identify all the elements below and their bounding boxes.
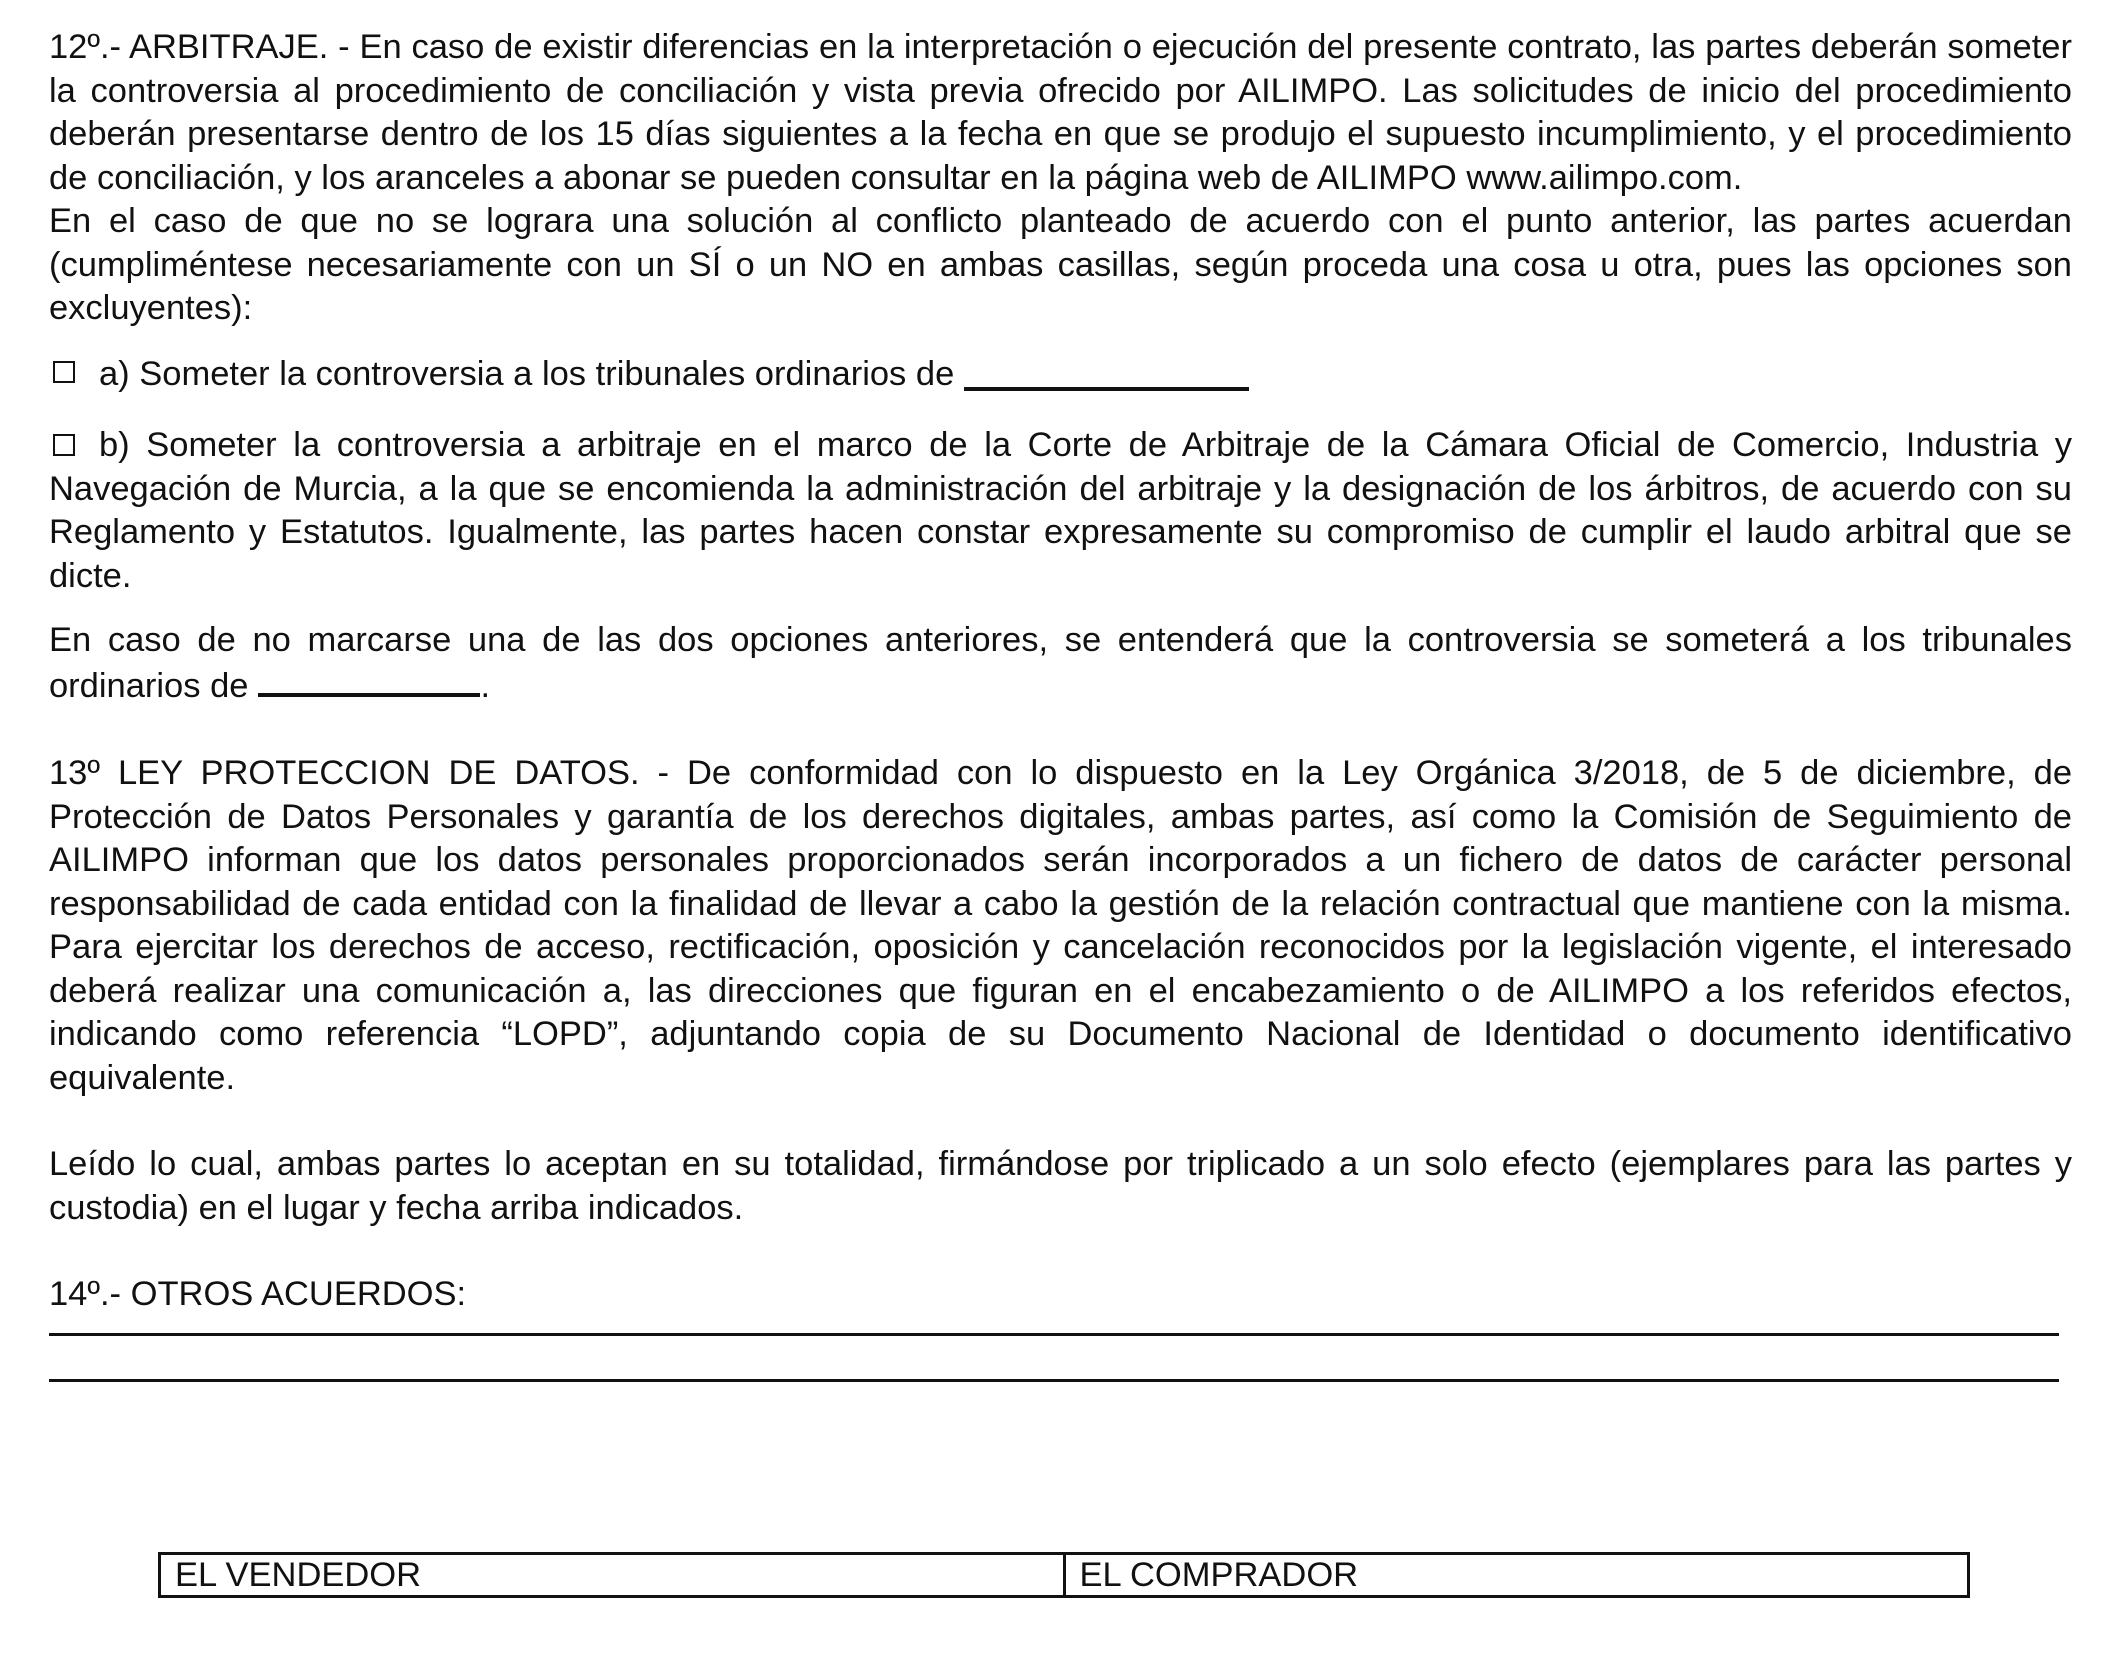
default-jurisdiction-label: En caso de no marcarse una de las dos opciones anteriores, se entenderá que la controversia se someterá a los tribunales ordinarios de bbox=[49, 621, 2072, 705]
option-a-label: a) Someter la controversia a los tribunales ordinarios de bbox=[99, 354, 955, 393]
default-jurisdiction-end: . bbox=[480, 666, 491, 705]
default-jurisdiction-text bbox=[49, 619, 2072, 708]
closing-statement: Leído lo cual, ambas partes lo aceptan en su totalidad, firmándose por triplicado a un solo efecto (ejemplares para las partes y custodia) en el lugar y fecha arriba indicados. bbox=[49, 1145, 2072, 1227]
clause-12-dispute-options-intro: En el caso de que no se lograra una solución al conflicto planteado de acuerdo con el punto anterior, las partes acuerdan (cumpliméntese necesariamente con un SÍ o un NO en ambas casillas, según proceda una cosa u otra, pues las opciones son excluyentes): bbox=[49, 202, 2072, 327]
option-a-court-blank[interactable] bbox=[964, 357, 1249, 391]
seller-signature-cell: EL VENDEDOR bbox=[160, 1554, 1065, 1597]
option-a-row bbox=[49, 353, 2072, 397]
signature-table bbox=[158, 1552, 1970, 1598]
option-a-checkbox[interactable] bbox=[53, 361, 75, 383]
other-agreements-line-1[interactable] bbox=[49, 1333, 2059, 1336]
buyer-signature-cell: EL COMPRADOR bbox=[1064, 1554, 1969, 1597]
option-b-checkbox[interactable] bbox=[53, 434, 75, 456]
option-b-row bbox=[49, 424, 2072, 598]
contract-page bbox=[49, 26, 2072, 1382]
clause-13-data-protection: 13º LEY PROTECCION DE DATOS. - De conformidad con lo dispuesto en la Ley Orgánica 3/2018, de 5 de diciembre, de Protección de Datos Personales y garantía de los derechos digitales, ambas partes, así como la Comisión de Seguimiento de AILIMPO informan que los datos personales proporcionados serán incorporados a un fichero de datos de carácter personal responsabilidad de cada entidad con la finalidad de llevar a cabo la gestión de la relación contractual que mantiene con la misma. Para ejercitar los derechos de acceso, rectificación, oposición y cancelación reconocidos por la legislación vigente, el interesado deberá realizar una comunicación a, las direcciones que figuran en el encabezamiento o de AILIMPO a los referidos efectos, indicando como referencia “LOPD”, adjuntando copia de su Documento Nacional de Identidad o documento identificativo equivalente. bbox=[49, 754, 2072, 1097]
option-b-label: b) Someter la controversia a arbitraje en el marco de la Corte de Arbitraje de la Cámara Oficial de Comercio, Industria y Navegación de Murcia, a la que se encomienda la administración del arbitraje y la designación de los árbitros, de acuerdo con su Reglamento y Estatutos. Igualmente, las partes hacen constar expresamente su compromiso de cumplir el laudo arbitral que se dicte. bbox=[49, 426, 2072, 595]
signature-header-row bbox=[160, 1554, 1969, 1597]
other-agreements-line-2[interactable] bbox=[49, 1379, 2059, 1382]
default-court-blank[interactable] bbox=[258, 663, 480, 697]
clause-14-title: 14º.- OTROS ACUERDOS: bbox=[49, 1275, 467, 1313]
clause-12-arbitration: 12º.- ARBITRAJE. - En caso de existir diferencias en la interpretación o ejecución del presente contrato, las partes deberán someter la controversia al procedimiento de conciliación y vista previa ofrecido por AILIMPO. Las solicitudes de inicio del procedimiento deberán presentarse dentro de los 15 días siguientes a la fecha en que se produjo el supuesto incumplimiento, y el procedimiento de conciliación, y los aranceles a abonar se pueden consultar en la página web de AILIMPO www.ailimpo.com. bbox=[49, 28, 2072, 197]
